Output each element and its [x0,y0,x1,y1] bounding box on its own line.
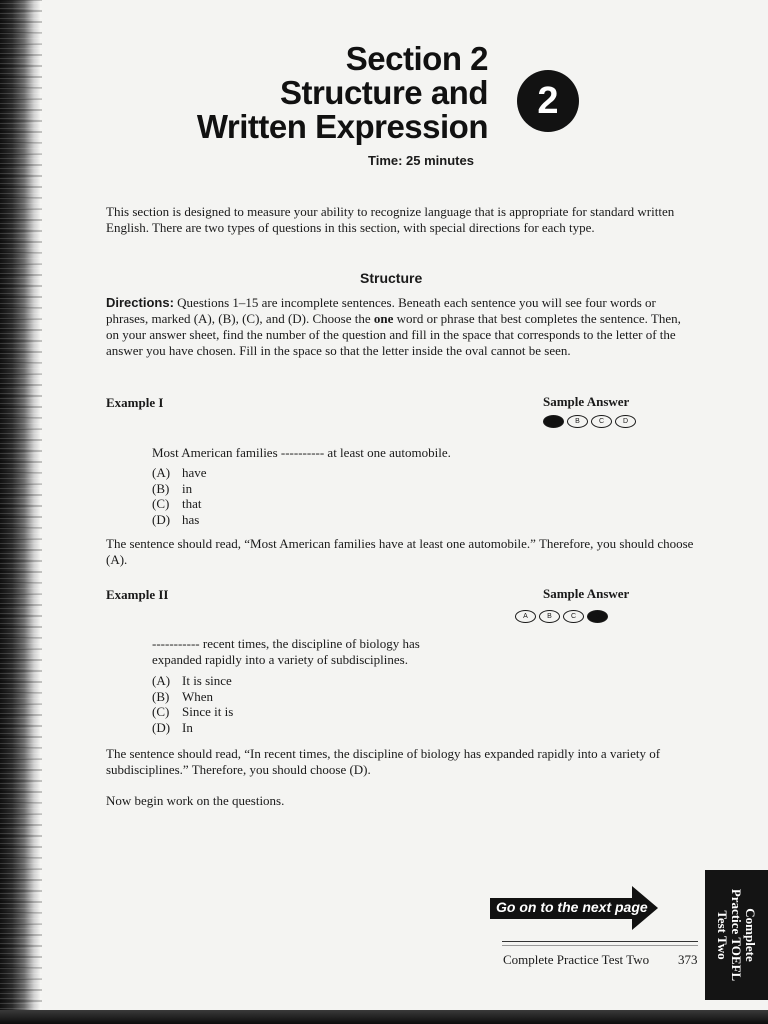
option-row [152,720,233,736]
option-text: In [182,719,193,735]
time-limit: Time: 25 minutes [368,153,474,168]
option-letter: (B) [152,688,170,704]
example-2-label: Example II [106,587,169,602]
option-letter: (A) [152,465,171,480]
example-1-bubble-b: B [567,415,588,428]
begin-instruction: Now begin work on the questions. [106,793,285,808]
example-1-bubble-a: A [543,415,564,428]
footer-rule-secondary [502,945,698,946]
example-1-bubble-d: D [615,415,636,428]
example-1-bubble-c: C [591,415,612,428]
example-1-options [152,465,207,527]
footer-title: Complete Practice Test Two [503,952,650,967]
option-row [152,704,233,720]
directions-paragraph [106,295,684,359]
option-text: have [182,465,207,480]
example-2-explanation: The sentence should read, “In recent times, the discipline of biology has expanded rapidly into a variety of subdisciplines.” Therefore, you should choose (D). [106,746,661,777]
example-2-sentence-line2: expanded rapidly into a variety of subdisciplines. [152,652,408,667]
section-number-badge: 2 [517,70,579,132]
option-row [152,512,207,528]
option-row [152,689,233,705]
binding-scan-noise [0,0,42,1024]
option-text: Since it is [182,704,234,719]
example-2-sample-label: Sample Answer [543,586,630,601]
example-2-sentence-line1: ----------- recent times, the discipline of biology has [152,636,420,651]
intro-paragraph: This section is designed to measure your ability to recognize language that is appropriate for standard written English. There are two types of questions in this section, with special directions for each type. [106,204,675,235]
option-text: that [182,496,202,511]
option-row [152,496,207,512]
section-title [197,42,488,144]
option-text: It is since [182,673,232,688]
footer-rule [502,941,698,942]
structure-heading: Structure [360,270,423,286]
section-title-line2: Structure and [279,74,488,111]
section-title-line1: Section 2 [345,40,488,77]
page-number: 373 [678,952,698,967]
option-text: When [182,688,214,704]
example-1-answer-bubbles [543,415,636,428]
example-1-label: Example I [106,395,164,410]
example-2-bubble-c: C [563,610,584,623]
example-2-bubble-d: D [587,610,608,623]
option-letter: (D) [152,719,171,735]
side-tab-line2: Practice TOEFL [729,888,744,982]
example-2-sentence [152,636,572,668]
side-tab-line3: Test Two [715,910,730,960]
option-letter: (B) [152,480,170,496]
option-row [152,481,207,497]
option-row [152,465,207,481]
option-letter: (C) [152,496,170,511]
document-page [28,0,768,1012]
option-text: has [182,511,200,527]
next-page-label: Go on to the next page [496,899,648,915]
example-1-sample-label: Sample Answer [543,394,630,409]
example-2-bubble-b: B [539,610,560,623]
option-letter: (D) [152,511,171,527]
page-bottom-edge [0,1010,768,1024]
directions-label: Directions: [106,295,174,310]
example-2-bubble-a: A [515,610,536,623]
directions-emphasis: one [373,311,394,326]
example-2-answer-bubbles [515,610,608,623]
directions-text-2: word or phrase that best completes the sentence. Then, on your answer sheet, find the number of the question and fill in the space that corresponds to the letter of the answer you have chosen. Fill in the space so that the letter inside the oval cannot be seen. [106,311,681,358]
example-1-explanation: The sentence should read, “Most American families have at least one automobile.” Therefore, you should choose (A). [106,536,694,567]
directions-text-1: Questions 1–15 are incomplete sentences. Beneath each sentence you will see four words or phrases, marked (A), (B), (C), and (D). Choose the [106,295,656,326]
example-1-sentence: Most American families ---------- at least one automobile. [152,445,451,460]
side-tab-line1: Complete [743,908,758,962]
option-row [152,673,233,689]
option-letter: (A) [152,673,171,688]
section-title-line3: Written Expression [196,108,488,145]
side-tab-label [715,889,757,981]
option-text: in [182,480,193,496]
option-letter: (C) [152,704,170,719]
example-2-options [152,673,233,735]
